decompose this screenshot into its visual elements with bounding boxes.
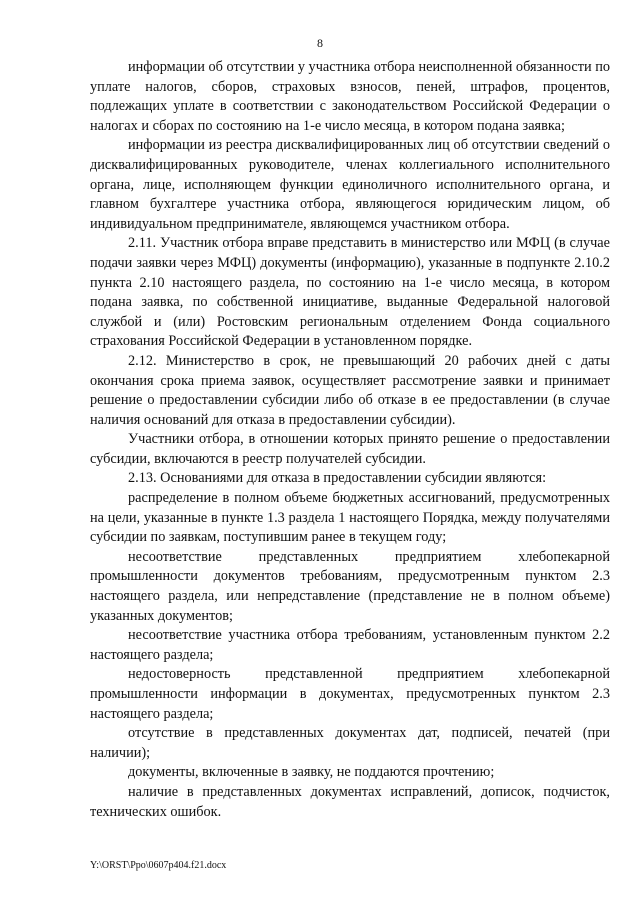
footer-file-path: Y:\ORST\Ppo\0607p404.f21.docx bbox=[90, 860, 227, 871]
paragraph: информации об отсутствии у участника отбора неисполненной обязанности по уплате налогов, сборов, страховых взносов, пеней, штрафов, процентов, подлежащих уплате в соответствии с законодательством Российской Федерации о налогах и сборах по состоянию на 1-е число месяца, в котором подана заявка; bbox=[90, 59, 610, 134]
paragraph: информации из реестра дисквалифицированных лиц об отсутствии сведений о дисквалифицированных руководителе, членах коллегиального исполнительного органа, лице, исполняющем функции единоличного исполнительного органа, и главном бухгалтере участника отбора, являющегося юридическим лицом, об индивидуальном предпринимателе, являющемся участником отбора. bbox=[90, 137, 610, 232]
page-number: 8 bbox=[317, 36, 323, 50]
document-body bbox=[90, 58, 610, 822]
paragraph: наличие в представленных документах исправлений, дописок, подчисток, технических ошибок. bbox=[90, 783, 610, 820]
paragraph: 2.12. Министерство в срок, не превышающий 20 рабочих дней с даты окончания срока приема заявок, осуществляет рассмотрение заявки и принимает решение о предоставлении субсидии либо об отказе в ее предоставлении (в случае наличия оснований для отказа в предоставлении субсидии). bbox=[90, 352, 610, 428]
paragraph: отсутствие в представленных документах дат, подписей, печатей (при наличии); bbox=[90, 725, 610, 761]
paragraph: 2.11. Участник отбора вправе представить в министерство или МФЦ (в случае подачи заявки через МФЦ) документы (информацию), указанные в подпункте 2.10.2 пункта 2.10 настоящего раздела, по состоянию на 1-е число месяца, в котором подана заявка, по собственной инициативе, выданные Федеральной налоговой службой и (или) Ростовским региональным отделением Фонда социального страхования Российской Федерации в установленном порядке. bbox=[90, 235, 610, 350]
paragraph: распределение в полном объеме бюджетных ассигнований, предусмотренных на цели, указанные в пункте 1.3 раздела 1 настоящего Порядка, между получателями субсидии по заявкам, поступившим ранее в текущем году; bbox=[90, 490, 610, 546]
paragraph: несоответствие участника отбора требованиям, установленным пунктом 2.2 настоящего раздела; bbox=[90, 627, 610, 663]
paragraph: Участники отбора, в отношении которых принято решение о предоставлении субсидии, включаются в реестр получателей субсидии. bbox=[90, 431, 610, 467]
paragraph: 2.13. Основаниями для отказа в предоставлении субсидии являются: bbox=[128, 470, 547, 487]
paragraph: несоответствие представленных предприятием хлебопекарной промышленности документов требованиям, предусмотренным пунктом 2.3 настоящего раздела, или непредставление (представление не в полном объеме) указанных документов; bbox=[90, 548, 610, 624]
paragraph: документы, включенные в заявку, не поддаются прочтению; bbox=[128, 764, 495, 781]
paragraph: недостоверность представленной предприятием хлебопекарной промышленности информации в документах, предусмотренных пунктом 2.3 настоящего раздела; bbox=[90, 666, 610, 722]
